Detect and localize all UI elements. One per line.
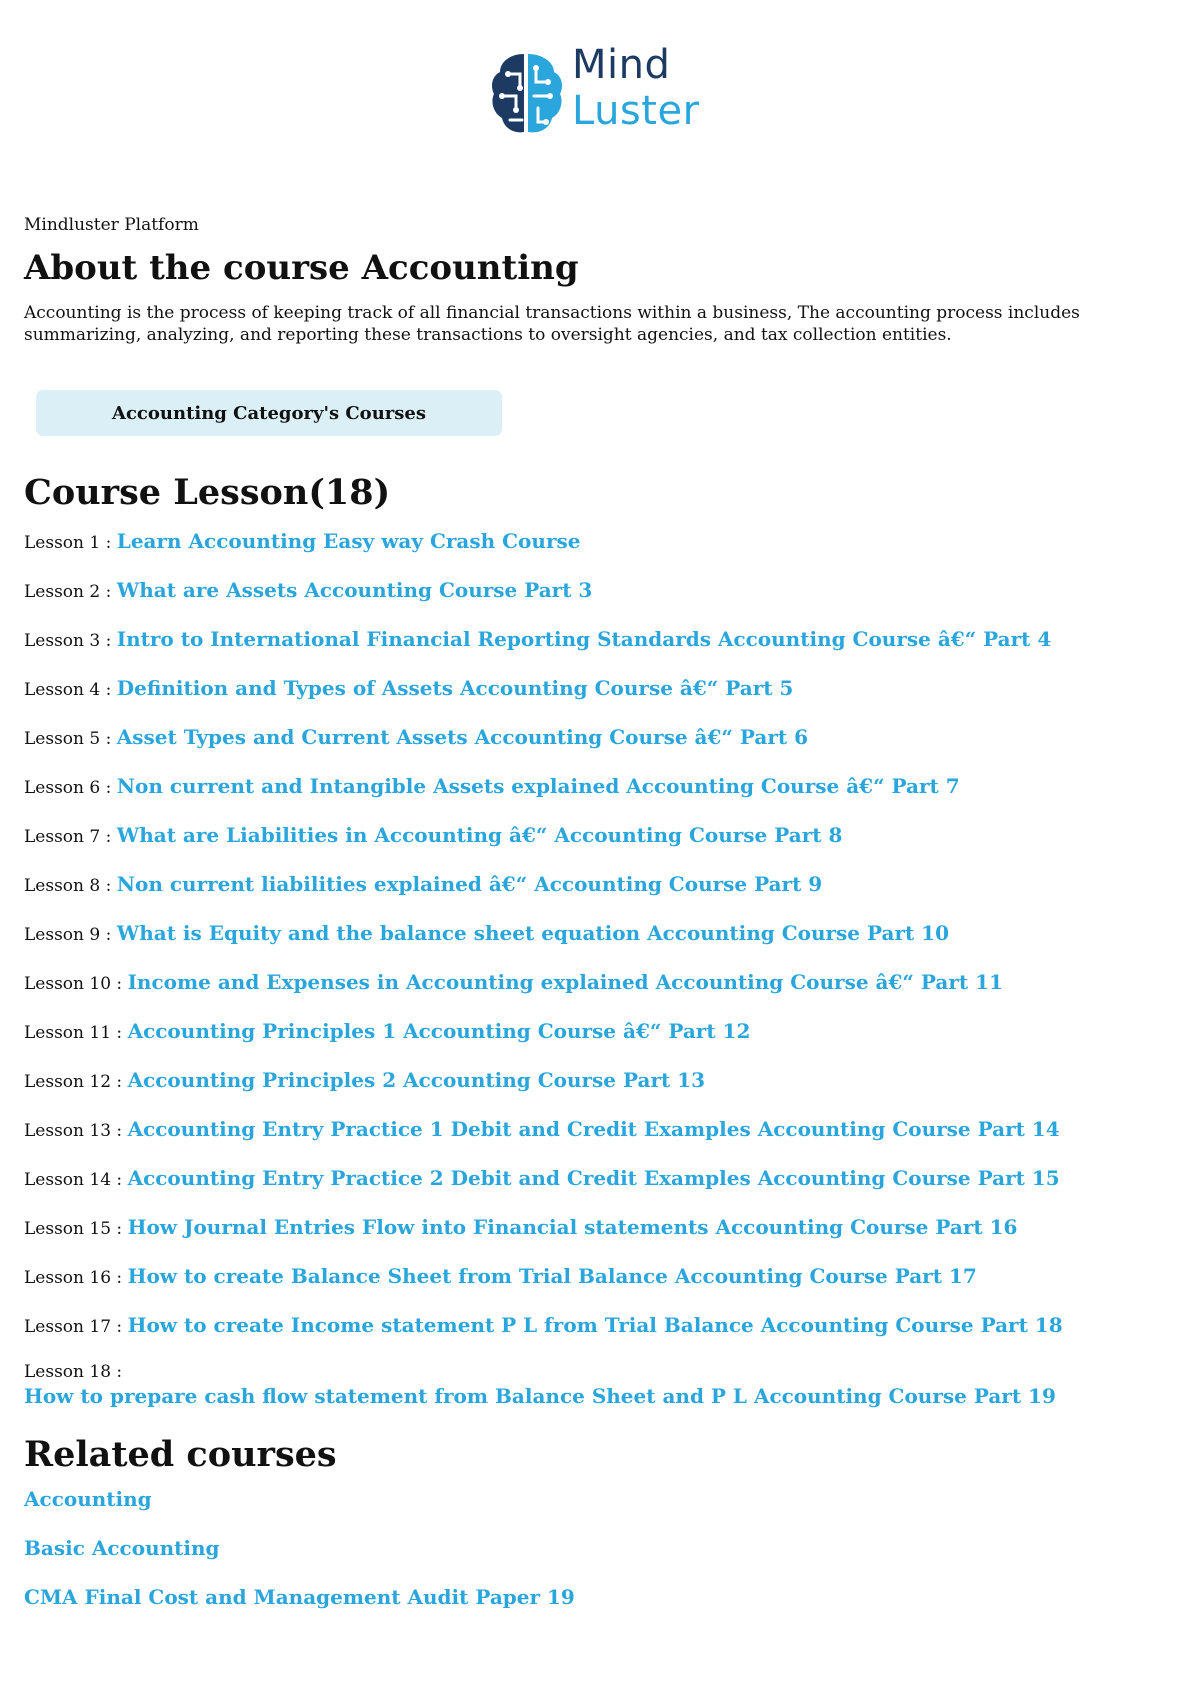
lesson-item bbox=[24, 920, 1174, 946]
lesson-number: Lesson 6 : bbox=[24, 778, 112, 798]
lesson-item bbox=[24, 577, 1174, 603]
lesson-link[interactable]: Non current and Intangible Assets explained Accounting Course â€“ Part 7 bbox=[116, 774, 960, 798]
lesson-link[interactable]: Accounting Principles 2 Accounting Course Part 13 bbox=[127, 1068, 706, 1092]
brain-circuit-icon bbox=[488, 44, 568, 140]
lesson-item bbox=[24, 1116, 1174, 1142]
lesson-number: Lesson 4 : bbox=[24, 680, 112, 700]
lessons-heading: Course Lesson(18) bbox=[24, 472, 391, 513]
lesson-number: Lesson 2 : bbox=[24, 582, 112, 602]
lesson-number: Lesson 17 : bbox=[24, 1317, 123, 1337]
lesson-item bbox=[24, 528, 1174, 554]
lesson-link[interactable]: How to create Income statement P L from Trial Balance Accounting Course Part 18 bbox=[127, 1313, 1063, 1337]
lesson-number: Lesson 8 : bbox=[24, 876, 112, 896]
mindluster-logo[interactable] bbox=[488, 44, 728, 140]
lesson-link[interactable]: How Journal Entries Flow into Financial statements Accounting Course Part 16 bbox=[127, 1215, 1018, 1239]
main-content bbox=[24, 214, 1174, 1633]
lesson-item bbox=[24, 1214, 1174, 1240]
lesson-number: Lesson 12 : bbox=[24, 1072, 123, 1092]
lesson-item bbox=[24, 871, 1174, 897]
lesson-item bbox=[24, 1361, 1174, 1409]
logo-wordmark bbox=[572, 42, 700, 134]
lesson-item bbox=[24, 773, 1174, 799]
lesson-number: Lesson 15 : bbox=[24, 1219, 123, 1239]
lesson-item bbox=[24, 1067, 1174, 1093]
platform-label: Mindluster Platform bbox=[24, 215, 199, 235]
category-courses-button[interactable]: Accounting Category's Courses bbox=[36, 390, 502, 436]
lesson-number: Lesson 13 : bbox=[24, 1121, 123, 1141]
lesson-link[interactable]: What are Liabilities in Accounting â€“ Accounting Course Part 8 bbox=[116, 823, 843, 847]
related-courses-list bbox=[24, 1486, 1174, 1610]
page-title: About the course Accounting bbox=[24, 248, 579, 288]
logo-word-mind: Mind bbox=[572, 42, 671, 88]
lesson-number: Lesson 18 : bbox=[24, 1362, 123, 1382]
lesson-number: Lesson 10 : bbox=[24, 974, 123, 994]
related-course-link[interactable]: Accounting bbox=[24, 1487, 152, 1511]
related-courses-heading: Related courses bbox=[24, 1434, 337, 1475]
lesson-number: Lesson 5 : bbox=[24, 729, 112, 749]
lesson-link[interactable]: How to create Balance Sheet from Trial Balance Accounting Course Part 17 bbox=[127, 1264, 977, 1288]
lesson-item bbox=[24, 675, 1174, 701]
lesson-item bbox=[24, 1263, 1174, 1289]
lesson-number: Lesson 16 : bbox=[24, 1268, 123, 1288]
lesson-number: Lesson 7 : bbox=[24, 827, 112, 847]
course-description: Accounting is the process of keeping track of all financial transactions within a business, The accounting process includes summarizing, analyzing, and reporting these transactions to oversight agencies, and tax collection entities. bbox=[24, 303, 1080, 345]
lesson-link[interactable]: Intro to International Financial Reporting Standards Accounting Course â€“ Part 4 bbox=[116, 627, 1052, 651]
lesson-number: Lesson 3 : bbox=[24, 631, 112, 651]
lesson-item bbox=[24, 1018, 1174, 1044]
lesson-link[interactable]: Definition and Types of Assets Accounting Course â€“ Part 5 bbox=[116, 676, 794, 700]
lesson-link[interactable]: Accounting Principles 1 Accounting Course â€“ Part 12 bbox=[127, 1019, 751, 1043]
lesson-link[interactable]: Income and Expenses in Accounting explained Accounting Course â€“ Part 11 bbox=[127, 970, 1003, 994]
logo-word-luster: Luster bbox=[572, 88, 700, 134]
lesson-link[interactable]: Non current liabilities explained â€“ Accounting Course Part 9 bbox=[116, 872, 823, 896]
lesson-link[interactable]: Accounting Entry Practice 2 Debit and Credit Examples Accounting Course Part 15 bbox=[127, 1166, 1060, 1190]
related-course-link[interactable]: CMA Final Cost and Management Audit Paper 19 bbox=[24, 1585, 575, 1609]
lesson-link[interactable]: Accounting Entry Practice 1 Debit and Credit Examples Accounting Course Part 14 bbox=[127, 1117, 1060, 1141]
lesson-item bbox=[24, 724, 1174, 750]
lesson-item bbox=[24, 1165, 1174, 1191]
lesson-link[interactable]: Asset Types and Current Assets Accounting Course â€“ Part 6 bbox=[116, 725, 808, 749]
lesson-number: Lesson 14 : bbox=[24, 1170, 123, 1190]
lesson-list bbox=[24, 528, 1174, 1409]
lesson-item bbox=[24, 822, 1174, 848]
lesson-number: Lesson 1 : bbox=[24, 533, 112, 553]
lesson-item bbox=[24, 626, 1174, 652]
lesson-number: Lesson 11 : bbox=[24, 1023, 123, 1043]
lesson-number: Lesson 9 : bbox=[24, 925, 112, 945]
lesson-item bbox=[24, 1312, 1174, 1338]
lesson-link[interactable]: What are Assets Accounting Course Part 3 bbox=[116, 578, 593, 602]
lesson-link[interactable]: Learn Accounting Easy way Crash Course bbox=[116, 529, 581, 553]
lesson-item bbox=[24, 969, 1174, 995]
lesson-link[interactable]: How to prepare cash flow statement from Balance Sheet and P L Accounting Course Part 19 bbox=[24, 1384, 1056, 1408]
related-course-link[interactable]: Basic Accounting bbox=[24, 1536, 220, 1560]
lesson-link[interactable]: What is Equity and the balance sheet equation Accounting Course Part 10 bbox=[116, 921, 950, 945]
